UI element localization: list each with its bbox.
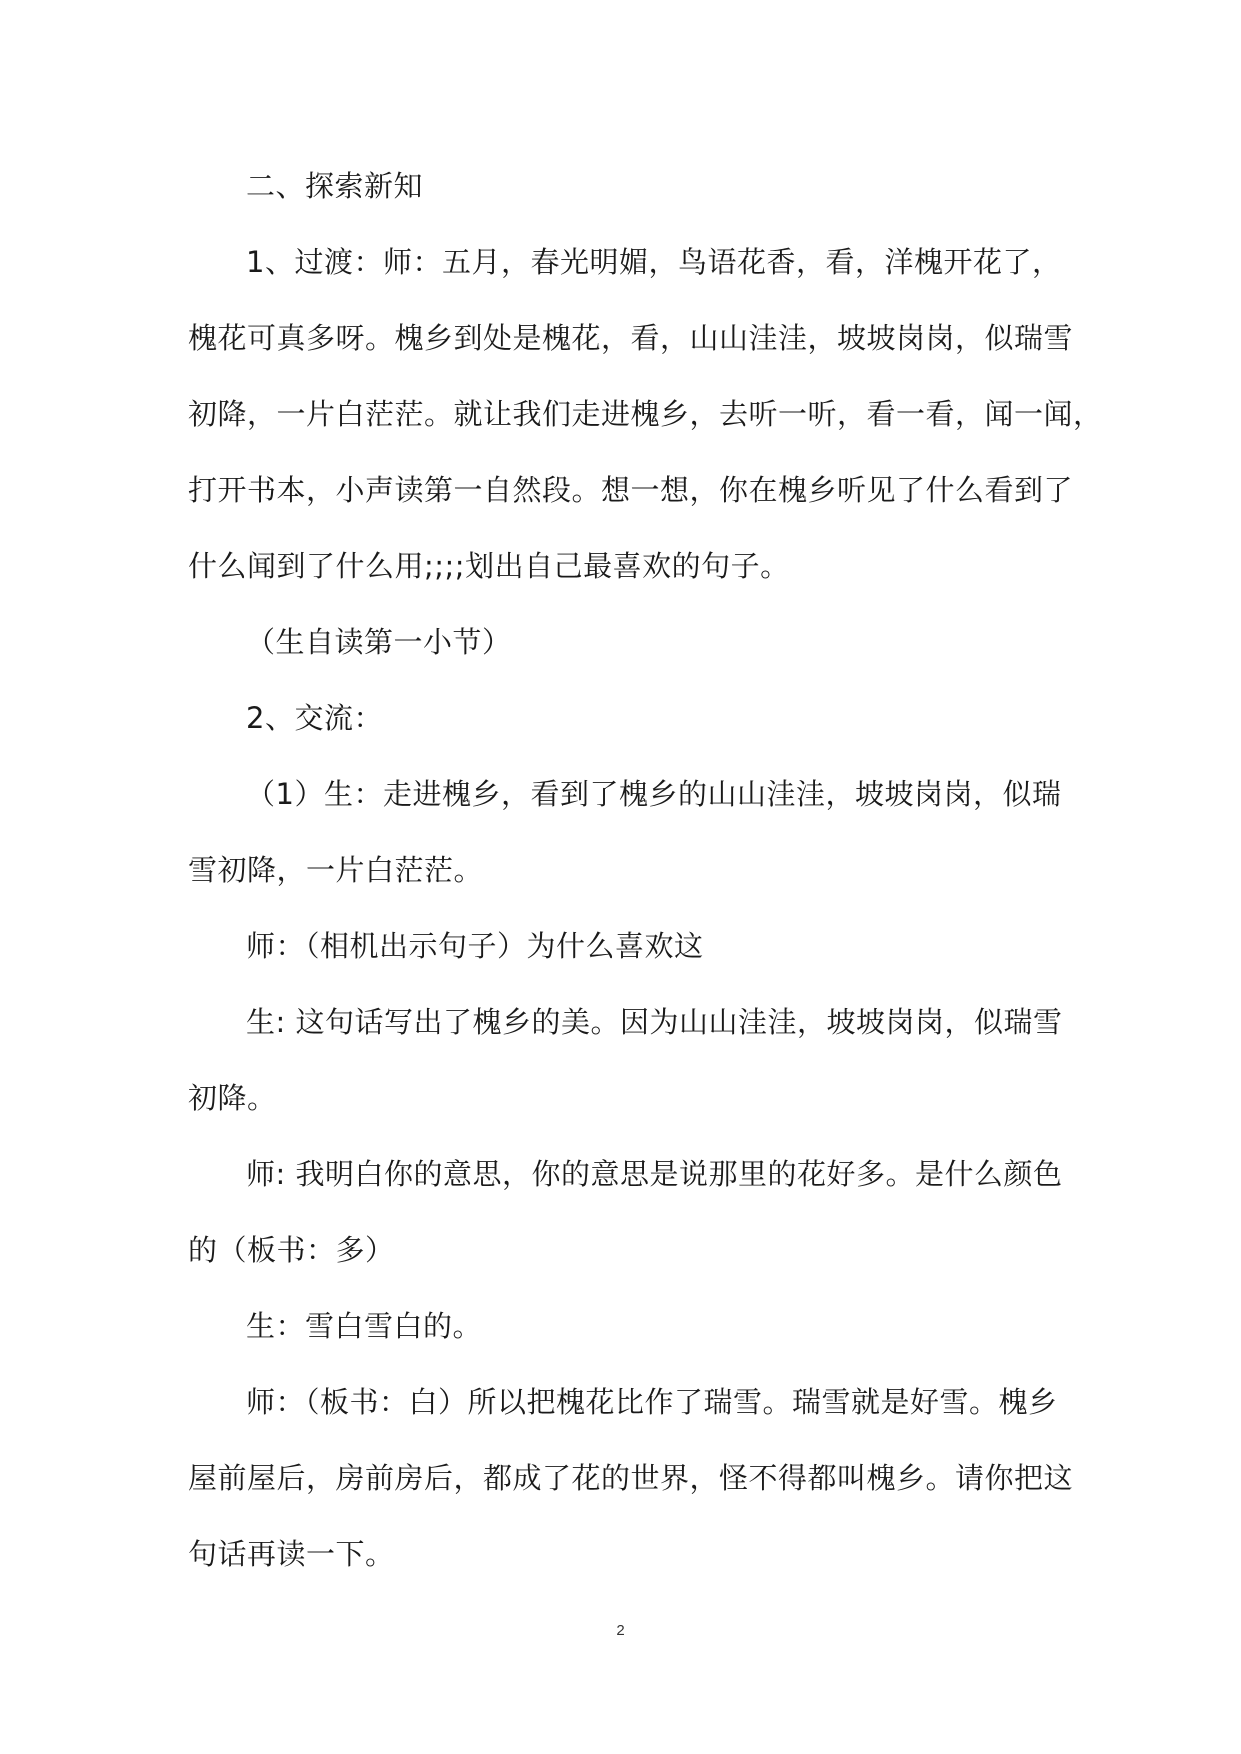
text-line: 雪初降，一片白茫茫。 [188, 853, 484, 887]
text-line: 初降。 [188, 1081, 277, 1115]
text-line: 什么闻到了什么用;;;;划出自己最喜欢的句子。 [188, 549, 790, 583]
paragraph-transition [188, 224, 1103, 604]
text-line: 屋前屋后，房前房后，都成了花的世界，怪不得都叫槐乡。请你把这 [188, 1461, 1074, 1495]
text-line: 2、交流： [246, 701, 383, 735]
text-line: 二、探索新知 [246, 169, 424, 203]
paragraph-student-answer-2 [188, 984, 1063, 1136]
paragraph-student-answer-3 [188, 1288, 1052, 1364]
paragraph-teacher-question [188, 908, 1052, 984]
text-line: 句话再读一下。 [188, 1537, 395, 1571]
page-number: 2 [616, 1622, 625, 1639]
text-line: 的（板书：多） [188, 1233, 395, 1267]
paragraph-self-reading [188, 604, 1052, 680]
text-line: （1）生：走进槐乡，看到了槐乡的山山洼洼，坡坡岗岗，似瑞 [246, 777, 1062, 811]
text-line: 打开书本，小声读第一自然段。想一想，你在槐乡听见了什么看到了 [188, 473, 1074, 507]
text-line: 初降，一片白茫茫。就让我们走进槐乡，去听一听，看一看，闻一闻， [188, 397, 1103, 431]
text-line: 1、过渡：师：五月，春光明媚，鸟语花香，看，洋槐开花了， [246, 245, 1062, 279]
paragraph-student-answer-1 [188, 756, 1062, 908]
paragraph-teacher-summary [188, 1364, 1074, 1592]
text-line: 槐花可真多呀。槐乡到处是槐花，看，山山洼洼，坡坡岗岗，似瑞雪 [188, 321, 1074, 355]
document-body [188, 148, 1103, 1592]
text-line: 师：（板书：白）所以把槐花比作了瑞雪。瑞雪就是好雪。槐乡 [246, 1385, 1058, 1419]
section-heading [188, 148, 1052, 224]
paragraph-exchange-heading [188, 680, 1052, 756]
text-line: 师：（相机出示句子）为什么喜欢这 [246, 929, 704, 963]
text-line: （生自读第一小节） [246, 625, 512, 659]
text-line: 师: 我明白你的意思，你的意思是说那里的花好多。是什么颜色 [246, 1157, 1063, 1191]
text-line: 生: 这句话写出了槐乡的美。因为山山洼洼，坡坡岗岗，似瑞雪 [246, 1005, 1063, 1039]
text-line: 生：雪白雪白的。 [246, 1309, 483, 1343]
paragraph-teacher-reply [188, 1136, 1063, 1288]
